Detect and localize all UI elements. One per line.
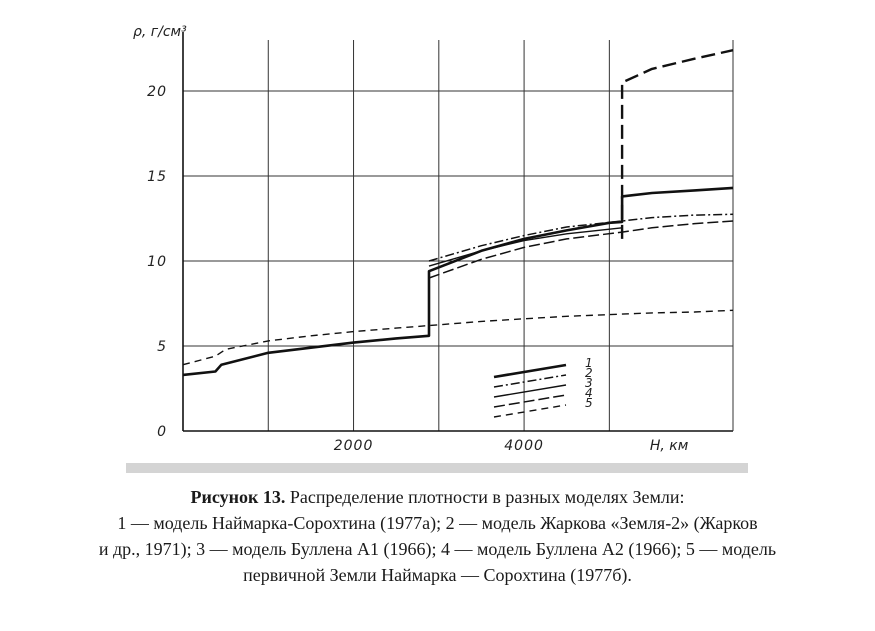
legend-sample-3 xyxy=(494,385,566,397)
caption-line-2: 1 — модель Наймарка-Сорохтина (1977а); 2 — модель Жаркова «Земля-2» (Жарков xyxy=(117,513,758,533)
y-tick-label-20: 20 xyxy=(147,84,167,100)
figure-label: Рисунок 13. xyxy=(190,487,286,507)
x-tick-label-4000: 4000 xyxy=(504,438,544,454)
y-tick-label-15: 15 xyxy=(147,169,167,185)
separator-bar xyxy=(126,463,748,473)
legend-sample-2 xyxy=(494,375,566,387)
series-line-5 xyxy=(183,310,733,364)
legend-sample-1 xyxy=(494,365,566,377)
figure-caption xyxy=(0,484,875,588)
legend-label-3: 3 xyxy=(585,376,593,390)
caption-title xyxy=(0,484,875,510)
y-tick-label-0: 0 xyxy=(157,424,167,440)
series-line-extra-5 xyxy=(622,50,733,239)
legend-label-1: 1 xyxy=(585,356,593,370)
x-tick-label-2000: 2000 xyxy=(333,438,374,454)
legend-label-4: 4 xyxy=(585,386,593,400)
tick-labels xyxy=(147,84,544,454)
grid xyxy=(183,32,733,431)
caption-line-3: и др., 1971); 3 — модель Буллена А1 (1966); 4 — модель Буллена А2 (1966); 5 — модель xyxy=(98,539,777,559)
legend-sample-4 xyxy=(494,395,566,407)
series-line-4 xyxy=(429,221,733,278)
y-tick-label-5: 5 xyxy=(157,339,167,355)
series-group xyxy=(183,50,733,375)
y-tick-label-10: 10 xyxy=(147,254,167,270)
series-line-1 xyxy=(183,188,733,375)
x-axis-label: H, км xyxy=(649,438,689,454)
legend-label-5: 5 xyxy=(585,396,593,410)
caption-line-4: первичной Земли Наймарка — Сорохтина (1977б). xyxy=(243,565,632,585)
caption-title-text: Распределение плотности в разных моделях Земли: xyxy=(285,487,685,507)
legend-label-2: 2 xyxy=(585,366,593,380)
legend-sample-5 xyxy=(494,405,566,417)
legend xyxy=(494,356,593,417)
y-axis-label: ρ, г/см³ xyxy=(133,24,187,40)
